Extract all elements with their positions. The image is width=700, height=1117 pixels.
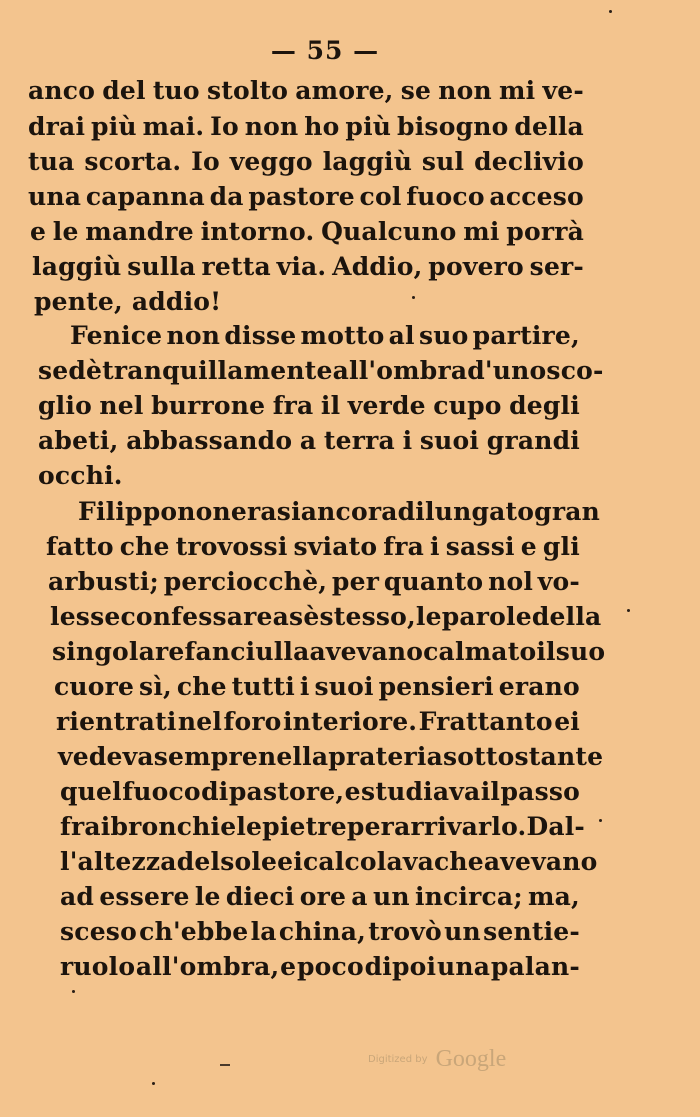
word: trovò bbox=[368, 917, 442, 946]
word: ma, bbox=[528, 882, 580, 911]
word: stolto bbox=[206, 76, 289, 105]
word: tua bbox=[28, 147, 75, 176]
word: sè bbox=[289, 602, 320, 631]
word: il bbox=[320, 391, 341, 420]
word: passo bbox=[500, 777, 580, 806]
word: capanna bbox=[85, 182, 205, 211]
word: le bbox=[236, 812, 263, 841]
word: fanciulla bbox=[184, 637, 310, 666]
ink-speck bbox=[599, 819, 602, 822]
word: un bbox=[372, 882, 410, 911]
word: al bbox=[388, 321, 415, 350]
word: veggo bbox=[229, 147, 313, 176]
word: Frattanto bbox=[418, 707, 553, 736]
word: di bbox=[201, 777, 229, 806]
word: sco- bbox=[546, 356, 604, 385]
text-line-5 bbox=[30, 215, 584, 249]
word: fra bbox=[60, 812, 101, 841]
text-line-8 bbox=[70, 319, 580, 353]
text-line-20 bbox=[58, 740, 604, 774]
word: suo bbox=[418, 321, 469, 350]
word: più bbox=[91, 112, 137, 141]
word: povero bbox=[428, 252, 524, 281]
text-line-4 bbox=[28, 180, 584, 214]
word: ch'ebbe bbox=[139, 917, 249, 946]
word: a bbox=[351, 882, 368, 911]
word: a bbox=[272, 602, 290, 631]
word: tutti bbox=[231, 672, 295, 701]
ink-speck bbox=[609, 10, 612, 13]
word: retta bbox=[201, 252, 271, 281]
ink-speck bbox=[627, 609, 630, 612]
word: ve- bbox=[542, 76, 584, 105]
word: le bbox=[415, 602, 442, 631]
word: partire, bbox=[472, 321, 580, 350]
word: quel bbox=[60, 777, 122, 806]
footer-dash bbox=[220, 1064, 230, 1066]
word: mandre bbox=[85, 217, 194, 246]
word: pastore, bbox=[228, 777, 345, 806]
word: stesso, bbox=[319, 602, 416, 631]
word: bronchi bbox=[110, 812, 221, 841]
word: non bbox=[438, 76, 492, 105]
word: palan- bbox=[490, 952, 580, 981]
word: incirca; bbox=[414, 882, 523, 911]
text-line-19 bbox=[56, 705, 580, 739]
word: gli bbox=[542, 532, 580, 561]
word: laggiù bbox=[32, 252, 122, 281]
word: non bbox=[166, 321, 221, 350]
word: a bbox=[299, 426, 317, 455]
word: se bbox=[400, 76, 432, 105]
word: essere bbox=[99, 882, 190, 911]
word: glio bbox=[38, 391, 92, 420]
word: cupo bbox=[433, 391, 502, 420]
word: dieci bbox=[225, 882, 295, 911]
word: arbusti; bbox=[48, 567, 159, 596]
word: via. bbox=[276, 252, 327, 281]
word: della bbox=[531, 602, 602, 631]
word: quanto bbox=[383, 567, 484, 596]
word: abeti, bbox=[38, 426, 119, 455]
word: foro bbox=[223, 707, 282, 736]
digitized-by-google-watermark bbox=[368, 1046, 506, 1073]
word: terra bbox=[323, 426, 395, 455]
google-logo: Google bbox=[435, 1046, 507, 1072]
word: pastore bbox=[248, 182, 355, 211]
text-line-2 bbox=[28, 110, 584, 144]
word: il bbox=[480, 777, 501, 806]
word: del bbox=[102, 76, 146, 105]
word: fuoco bbox=[406, 182, 485, 211]
word: sassi bbox=[445, 532, 515, 561]
word: Fenice bbox=[70, 321, 163, 350]
word: dilungato bbox=[397, 497, 535, 526]
word: rientrati bbox=[56, 707, 177, 736]
word: più bbox=[345, 112, 392, 141]
text-line-13 bbox=[78, 495, 600, 529]
word: trovossi bbox=[175, 532, 288, 561]
word: per bbox=[346, 812, 395, 841]
word: la bbox=[250, 917, 277, 946]
word: sulla bbox=[127, 252, 196, 281]
word: amore, bbox=[295, 76, 394, 105]
word: scorta. bbox=[84, 147, 182, 176]
word: tranquillamente bbox=[102, 356, 333, 385]
word: fra bbox=[383, 532, 425, 561]
word: e bbox=[220, 812, 237, 841]
word: parole bbox=[441, 602, 532, 631]
word: una bbox=[436, 952, 491, 981]
word: ser- bbox=[529, 252, 584, 281]
word: della bbox=[514, 112, 584, 141]
word: sole bbox=[220, 847, 278, 876]
word: fatto bbox=[46, 532, 114, 561]
word: nel bbox=[177, 707, 223, 736]
word: un bbox=[444, 917, 481, 946]
word: all' bbox=[332, 356, 377, 385]
word: che bbox=[176, 672, 227, 701]
word: mi bbox=[463, 217, 500, 246]
word: sviato bbox=[293, 532, 378, 561]
text-line-9 bbox=[38, 354, 604, 388]
word: studiava bbox=[361, 777, 481, 806]
word: Dal- bbox=[526, 812, 585, 841]
page-number: — 55 — bbox=[270, 36, 380, 65]
text-line-21 bbox=[60, 775, 580, 809]
word: col bbox=[359, 182, 402, 211]
word: per bbox=[331, 567, 380, 596]
text-line-26 bbox=[60, 950, 580, 984]
word: una bbox=[28, 182, 82, 211]
word: nol bbox=[488, 567, 534, 596]
word: anco bbox=[28, 76, 96, 105]
word: calmato bbox=[423, 637, 537, 666]
word: non bbox=[244, 112, 299, 141]
text-line-23 bbox=[60, 845, 598, 879]
ink-speck bbox=[412, 296, 415, 299]
text-line-7: pente, addio! bbox=[34, 287, 222, 316]
text-line-10 bbox=[38, 389, 580, 423]
word: perciocchè, bbox=[163, 567, 328, 596]
word: lesse bbox=[50, 602, 121, 631]
ink-speck bbox=[72, 990, 75, 993]
text-line-22 bbox=[60, 810, 585, 844]
word: fra bbox=[272, 391, 314, 420]
text-line-3 bbox=[28, 145, 584, 179]
word: Io bbox=[210, 112, 239, 141]
word: e bbox=[520, 532, 537, 561]
word: ad bbox=[60, 882, 95, 911]
word: fuoco bbox=[122, 777, 201, 806]
word: poco bbox=[297, 952, 364, 981]
text-line-1 bbox=[28, 74, 584, 108]
word: i bbox=[299, 672, 310, 701]
word: mi bbox=[499, 76, 536, 105]
word: sedè bbox=[38, 356, 103, 385]
word: sempre bbox=[153, 742, 258, 771]
word: avevano bbox=[483, 847, 598, 876]
word: tuo bbox=[152, 76, 200, 105]
word: i bbox=[402, 426, 413, 455]
word: i bbox=[100, 812, 111, 841]
word: vedeva bbox=[58, 742, 154, 771]
ink-speck bbox=[152, 1082, 155, 1085]
word: mai. bbox=[142, 112, 205, 141]
word: disse bbox=[224, 321, 297, 350]
word: calcolava bbox=[302, 847, 434, 876]
text-line-11 bbox=[38, 424, 580, 458]
word: le bbox=[52, 217, 79, 246]
word: burrone bbox=[151, 391, 266, 420]
word: d'uno bbox=[467, 356, 547, 385]
word: bisogno bbox=[397, 112, 509, 141]
word: singolare bbox=[52, 637, 185, 666]
word: e bbox=[344, 777, 361, 806]
word: erano bbox=[498, 672, 580, 701]
word: i bbox=[430, 532, 440, 561]
text-line-15 bbox=[48, 565, 580, 599]
word: ore bbox=[299, 882, 347, 911]
text-line-14 bbox=[46, 530, 580, 564]
word: sentie- bbox=[483, 917, 580, 946]
word: all'ombra, bbox=[135, 952, 280, 981]
word: ei bbox=[554, 707, 580, 736]
word: Io bbox=[191, 147, 220, 176]
word: arrivarlo. bbox=[394, 812, 527, 841]
word: il bbox=[536, 637, 556, 666]
word: sì, bbox=[139, 672, 172, 701]
word: motto bbox=[300, 321, 385, 350]
word: dipoi bbox=[364, 952, 437, 981]
word: sceso bbox=[60, 917, 137, 946]
word: nel bbox=[99, 391, 144, 420]
text-line-18 bbox=[54, 670, 580, 704]
word: ancora bbox=[300, 497, 398, 526]
word: vo- bbox=[537, 567, 580, 596]
word: erasi bbox=[230, 497, 301, 526]
word: interiore. bbox=[282, 707, 418, 736]
word: e bbox=[280, 952, 297, 981]
word: declivio bbox=[474, 147, 584, 176]
word: e bbox=[30, 217, 47, 246]
text-line-6 bbox=[32, 250, 584, 284]
word: Filippo bbox=[78, 497, 178, 526]
word: nella bbox=[257, 742, 329, 771]
word: avevano bbox=[309, 637, 424, 666]
word: confessare bbox=[120, 602, 273, 631]
word: laggiù bbox=[322, 147, 413, 176]
word: suo bbox=[555, 637, 606, 666]
word: porrà bbox=[506, 217, 584, 246]
word: del bbox=[176, 847, 221, 876]
word: suoi bbox=[314, 672, 374, 701]
word: che bbox=[434, 847, 484, 876]
word: le bbox=[194, 882, 221, 911]
word: Qualcuno bbox=[321, 217, 457, 246]
word: suoi bbox=[419, 426, 480, 455]
word: degli bbox=[509, 391, 580, 420]
text-line-17 bbox=[52, 635, 606, 669]
watermark-prefix: Digitized by bbox=[368, 1054, 428, 1065]
word: da bbox=[209, 182, 244, 211]
word: sottostante bbox=[443, 742, 604, 771]
word: prateria bbox=[328, 742, 444, 771]
word: pietre bbox=[262, 812, 347, 841]
word: acceso bbox=[489, 182, 584, 211]
word: grandi bbox=[486, 426, 580, 455]
word: non bbox=[177, 497, 231, 526]
text-line-25 bbox=[60, 915, 580, 949]
word: ei bbox=[277, 847, 303, 876]
word: che bbox=[119, 532, 170, 561]
word: pensieri bbox=[378, 672, 494, 701]
text-line-16 bbox=[50, 600, 602, 634]
word: verde bbox=[347, 391, 426, 420]
text-line-12: occhi. bbox=[38, 461, 123, 490]
word: gran bbox=[534, 497, 600, 526]
word: drai bbox=[28, 112, 86, 141]
word: china, bbox=[278, 917, 367, 946]
word: sul bbox=[421, 147, 465, 176]
word: abbassando bbox=[126, 426, 293, 455]
word: ho bbox=[304, 112, 340, 141]
text-line-24 bbox=[60, 880, 580, 914]
word: ombra bbox=[376, 356, 468, 385]
word: l'altezza bbox=[60, 847, 177, 876]
word: ruolo bbox=[60, 952, 136, 981]
word: Addio, bbox=[332, 252, 423, 281]
word: intorno. bbox=[200, 217, 315, 246]
word: cuore bbox=[54, 672, 135, 701]
